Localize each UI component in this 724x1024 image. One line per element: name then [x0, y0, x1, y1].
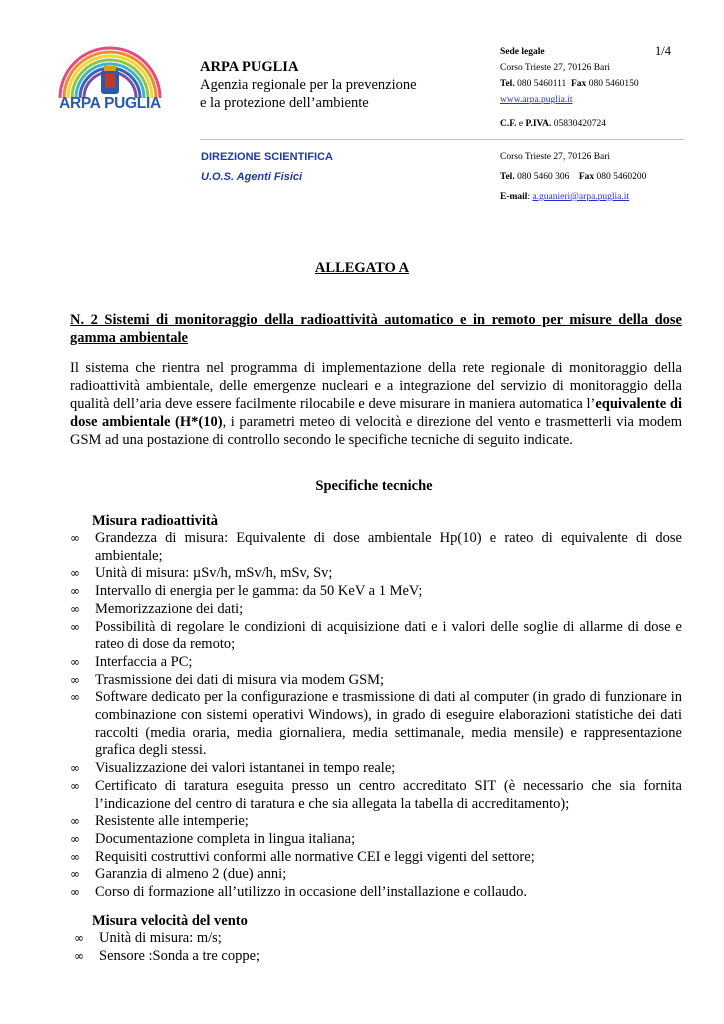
phone-fax-line [500, 76, 690, 92]
list-item [70, 689, 682, 760]
list-item [70, 619, 682, 654]
cf-sep: e [518, 119, 524, 129]
list-item-text: Requisiti costruttivi conformi alle normative CEI e leggi vigenti del settore; [95, 848, 535, 865]
spec-title: Specifiche tecniche [315, 478, 433, 494]
infinity-bullet-icon: ∞ [70, 761, 80, 776]
tax-id-line [500, 116, 690, 132]
piva-label: P.IVA. [525, 119, 552, 129]
infinity-bullet-icon: ∞ [74, 948, 84, 963]
website-link[interactable]: www.arpa.puglia.it [500, 95, 573, 105]
dir-tel-label: Tel. [500, 172, 515, 182]
infinity-bullet-icon: ∞ [74, 931, 84, 945]
org-line-1: Agenzia regionale per la prevenzione [200, 77, 417, 93]
list-item-text: Intervallo di energia per le gamma: da 50 KeV a 1 MeV; [95, 583, 423, 600]
infinity-bullet-icon: ∞ [70, 778, 80, 793]
intro-text-2: , i parametri meteo di velocità e direzione del vento e trasmetterli via modem GSM ad una postazione di controllo secondo le specifiche tecniche di seguito indicate. [70, 414, 682, 448]
list-item-text: Interfaccia a PC; [95, 653, 193, 670]
list-item-text: Certificato di taratura eseguita presso un centro accreditato SIT (è necessario che sia fornita l’indicazione del centro di taratura e che sia allegata la tabella di accreditamento); [95, 777, 682, 812]
list-item [70, 530, 682, 565]
infinity-bullet-icon: ∞ [70, 867, 80, 882]
list-item [70, 884, 682, 902]
list-item-text: Possibilità di regolare le condizioni di acquisizione dati e i valori delle soglie di allarme di dose e rateo di dose da remoto; [95, 618, 682, 653]
list-item [70, 813, 682, 831]
email-link[interactable]: a.guanieri@arpa.puglia.it [532, 192, 630, 202]
list-item [70, 565, 682, 583]
dir-fax-value: 080 5460200 [596, 172, 647, 182]
list-item [74, 948, 686, 966]
direction-block [201, 147, 333, 187]
tel-value: 080 5460111 [517, 79, 567, 89]
list-item [70, 778, 682, 813]
email-line: E-mail: a.guanieri@arpa.puglia.it [500, 192, 630, 202]
infinity-bullet-icon: ∞ [70, 601, 80, 616]
tel-label: Tel. [500, 79, 515, 89]
fax-label: Fax [571, 79, 587, 89]
infinity-bullet-icon: ∞ [70, 885, 80, 900]
list-item-text: Garanzia di almeno 2 (due) anni; [95, 866, 287, 883]
list-item-text: Sensore :Sonda a tre coppe; [99, 947, 261, 964]
email-label: E-mail [500, 192, 528, 202]
infinity-bullet-icon: ∞ [70, 672, 80, 687]
infinity-bullet-icon: ∞ [70, 566, 80, 581]
logo-text: ARPA PUGLIA [59, 95, 161, 112]
piva-value: 05830420724 [553, 119, 607, 129]
document-title: ALLEGATO A [314, 260, 410, 276]
list-item-text: Trasmissione dei dati di misura via modem GSM; [95, 671, 385, 688]
arpa-logo [56, 40, 164, 118]
list-item-text: Grandezza di misura: Equivalente di dose ambientale Hp(10) e rateo di equivalente di dose ambientale; [95, 530, 682, 564]
list-item [70, 654, 682, 672]
direction-contact-block [500, 147, 690, 207]
section2-heading: Misura velocità del vento [92, 913, 248, 929]
list-item [70, 760, 682, 778]
document-subject: N. 2 Sistemi di monitoraggio della radioattività automatico e in remoto per misure della dose gamma ambientale [70, 312, 682, 346]
list-item-text: Unità di misura: µSv/h, mSv/h, mSv, Sv; [95, 565, 333, 582]
section1-list [70, 530, 682, 902]
dir-address: Corso Trieste 27, 70126 Bari [500, 152, 611, 162]
intro-bold: equivalente di dose ambientale (H*(10) [70, 396, 682, 430]
infinity-bullet-icon: ∞ [70, 814, 80, 829]
list-item [70, 672, 682, 690]
list-item [70, 601, 682, 619]
infinity-bullet-icon: ∞ [70, 831, 80, 846]
intro-paragraph [70, 359, 682, 449]
list-item [70, 583, 682, 601]
section2-list [74, 930, 686, 965]
infinity-bullet-icon: ∞ [70, 654, 80, 669]
list-item-text: Memorizzazione dei dati; [95, 600, 244, 617]
org-name: ARPA PUGLIA [200, 59, 299, 75]
page-number: 1/4 [655, 44, 671, 58]
header-divider [200, 139, 684, 140]
dir-tel-value: 080 5460 306 [517, 172, 570, 182]
list-item [70, 866, 682, 884]
infinity-bullet-icon: ∞ [70, 531, 80, 545]
list-item-text: Visualizzazione dei valori istantanei in tempo reale; [95, 760, 396, 777]
sede-label: Sede legale [500, 47, 545, 57]
list-item-text: Software dedicato per la configurazione e trasmissione di dati al computer (in grado di funzionare in combinazione con sistemi operativi Windows), in grado di eseguire elaborazioni statistiche dei dati raccolti (media oraria, media giornaliera, media settimanale, media mensile) e rappresentazione grafica degli stessi. [95, 689, 682, 759]
unit-name: U.O.S. Agenti Fisici [201, 171, 303, 183]
infinity-bullet-icon: ∞ [70, 690, 80, 705]
list-item-text: Unità di misura: m/s; [99, 930, 222, 946]
fax-value: 080 5460150 [588, 79, 639, 89]
cf-label: C.F. [500, 119, 517, 129]
list-item [70, 831, 682, 849]
sede-address: Corso Trieste 27, 70126 Bari [500, 63, 611, 73]
section1-heading: Misura radioattività [92, 513, 219, 529]
direction-name: DIREZIONE SCIENTIFICA [201, 151, 334, 163]
infinity-bullet-icon: ∞ [70, 619, 80, 634]
list-item [70, 849, 682, 867]
rainbow-emblem-icon [56, 40, 164, 100]
list-item [74, 930, 686, 948]
infinity-bullet-icon: ∞ [70, 584, 80, 599]
org-line-2: e la protezione dell’ambiente [200, 95, 369, 111]
intro-text-1: Il sistema che rientra nel programma di implementazione della rete regionale di monitoraggio della radioattività ambientale, delle emergenze nucleari e a integrazione del servizio di monitoraggio della qualità dell’aria deve essere facilmente rilocabile e deve misurare in maniera automatica l’ [70, 360, 682, 412]
dir-phone-fax-line [500, 167, 690, 187]
dir-fax-label: Fax [578, 172, 595, 182]
list-item-text: Corso di formazione all’utilizzo in occasione dell’installazione e collaudo. [95, 884, 528, 901]
infinity-bullet-icon: ∞ [70, 849, 80, 864]
list-item-text: Documentazione completa in lingua italiana; [95, 830, 356, 847]
organization-block [200, 58, 417, 112]
list-item-text: Resistente alle intemperie; [95, 813, 249, 830]
legal-office-block [500, 44, 690, 132]
